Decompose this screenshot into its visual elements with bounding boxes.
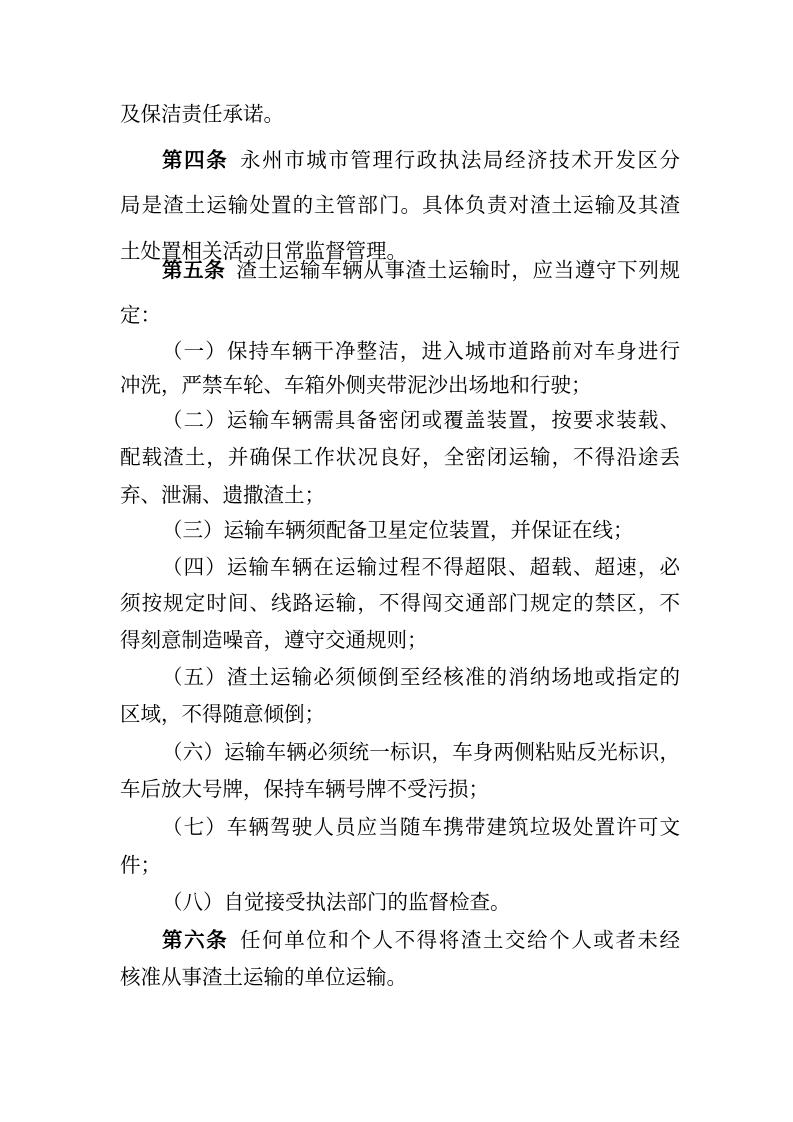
line-text: 土处置相关活动日常监督管理。 xyxy=(120,239,407,263)
text-line xyxy=(162,664,680,690)
line-text: 永州市城市管理行政执法局经济技术开发区分 xyxy=(238,148,681,172)
text-line xyxy=(120,964,680,990)
text-line xyxy=(120,590,680,616)
line-text: 及保洁责任承诺。 xyxy=(120,102,284,126)
article-heading: 第四条 xyxy=(162,148,229,172)
line-text: （五）渣土运输必须倾倒至经核准的消纳场地或指定的 xyxy=(162,665,680,689)
line-text: 区域，不得随意倾倒； xyxy=(120,702,325,726)
text-line xyxy=(120,482,680,508)
line-text: （六）运输车辆必须统一标识，车身两侧粘贴反光标识， xyxy=(162,740,680,764)
line-text: （二）运输车辆需具备密闭或覆盖装置，按要求装载、 xyxy=(162,408,680,432)
line-text: 冲洗，严禁车轮、车箱外侧夹带泥沙出场地和行驶； xyxy=(120,373,592,397)
text-line xyxy=(162,814,680,840)
article-6-line xyxy=(162,927,680,953)
text-line xyxy=(120,627,680,653)
text-line xyxy=(120,372,680,398)
article-heading: 第五条 xyxy=(162,258,226,282)
text-line xyxy=(120,852,680,878)
line-text: 渣土运输车辆从事渣土运输时，应当遵守下列规 xyxy=(235,258,680,282)
text-line xyxy=(120,701,680,727)
line-text: 车后放大号牌，保持车辆号牌不受污损； xyxy=(120,777,489,801)
line-text: 定： xyxy=(120,303,161,327)
line-text: （八）自觉接受执法部门的监督检查。 xyxy=(162,890,511,914)
line-text: 须按规定时间、线路运输，不得闯交通部门规定的禁区，不 xyxy=(120,591,680,615)
line-text: 局是渣土运输处置的主管部门。具体负责对渣土运输及其渣 xyxy=(120,193,680,217)
text-line xyxy=(120,192,680,218)
text-line xyxy=(162,338,680,364)
line-text: 件； xyxy=(120,853,161,877)
text-line xyxy=(162,554,680,580)
line-text: 任何单位和个人不得将渣土交给个人或者未经 xyxy=(238,928,681,952)
line-text: （三）运输车辆须配备卫星定位装置，并保证在线； xyxy=(162,518,634,542)
article-5-line xyxy=(162,257,680,283)
article-heading: 第六条 xyxy=(162,928,229,952)
line-text: （一）保持车辆干净整洁，进入城市道路前对车身进行 xyxy=(162,339,680,363)
line-text: （七）车辆驾驶人员应当随车携带建筑垃圾处置许可文 xyxy=(162,815,680,839)
line-text: 核准从事渣土运输的单位运输。 xyxy=(120,965,407,989)
text-line xyxy=(120,302,680,328)
text-line xyxy=(120,444,680,470)
text-line xyxy=(120,101,680,127)
line-text: 弃、泄漏、遗撒渣土； xyxy=(120,483,325,507)
line-text: 配载渣土，并确保工作状况良好，全密闭运输，不得沿途丢 xyxy=(120,445,680,469)
text-line xyxy=(162,889,680,915)
text-line xyxy=(120,776,680,802)
line-text: （四）运输车辆在运输过程不得超限、超载、超速，必 xyxy=(162,555,680,579)
article-4-line xyxy=(162,147,680,173)
line-text: 得刻意制造噪音，遵守交通规则； xyxy=(120,628,428,652)
text-line xyxy=(162,517,680,543)
text-line xyxy=(162,739,680,765)
text-line xyxy=(162,407,680,433)
